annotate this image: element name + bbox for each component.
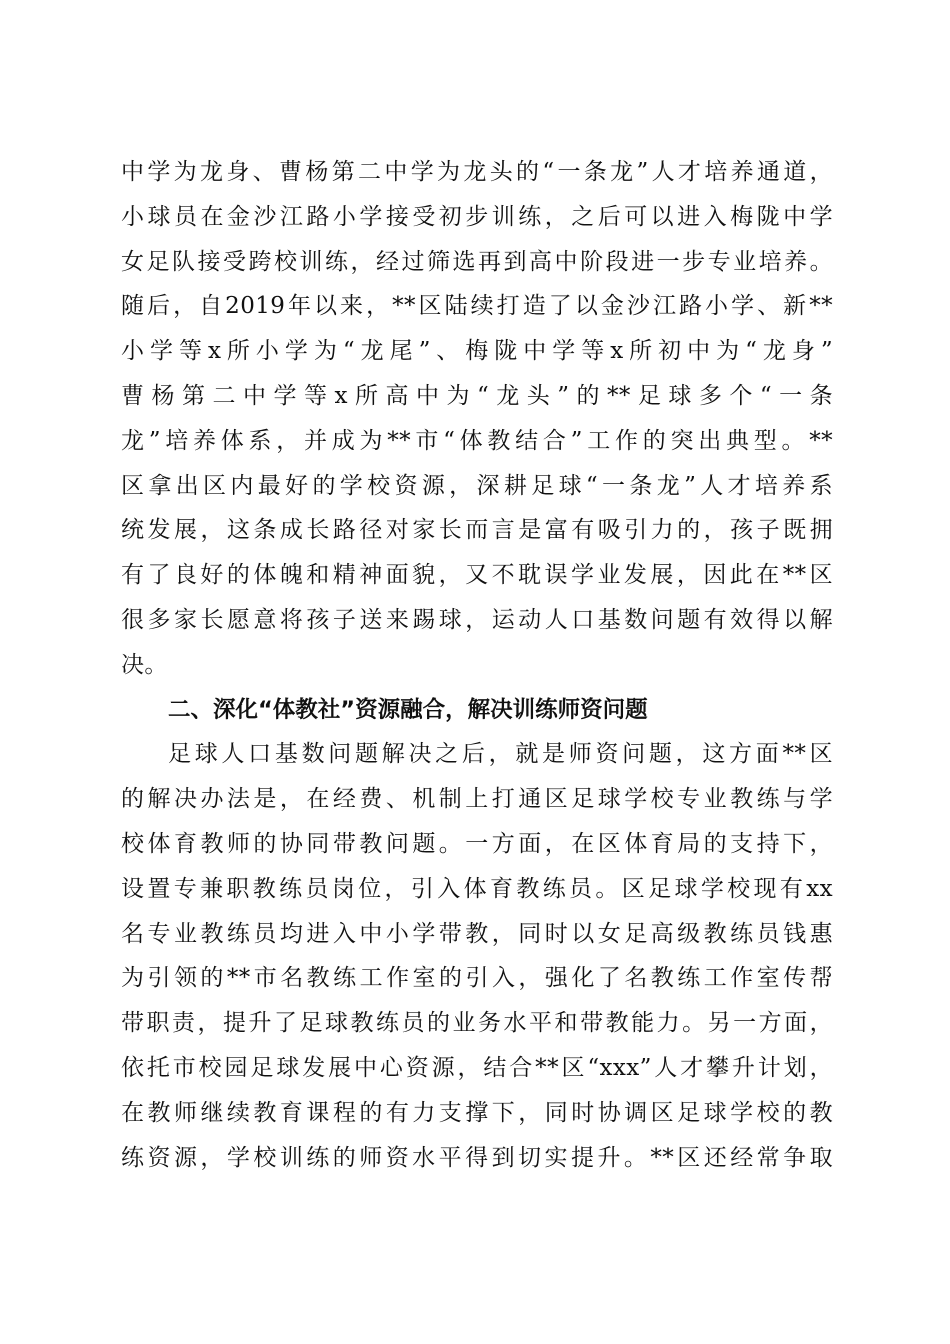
text-line-first: 足球人口基数问题解决之后，就是师资问题，这方面**区 xyxy=(168,741,833,768)
text-line: 的解决办法是，在经费、机制上打通区足球学校专业教练与学 xyxy=(121,786,833,813)
text-line: 女足队接受跨校训练，经过筛选再到高中阶段进一步专业培养。 xyxy=(121,248,833,275)
text-line: 很多家长愿意将孩子送来踢球，运动人口基数问题有效得以解 xyxy=(121,606,833,633)
section-heading: 二、深化“体教社”资源融合，解决训练师资问题 xyxy=(168,696,648,723)
text-line: 统发展，这条成长路径对家长而言是富有吸引力的，孩子既拥 xyxy=(121,517,833,544)
text-line: 校体育教师的协同带教问题。一方面，在区体育局的支持下， xyxy=(121,830,833,857)
text-line: 练资源，学校训练的师资水平得到切实提升。**区还经常争取 xyxy=(121,1144,833,1171)
text-line: 曹杨第二中学等x所高中为“龙头”的**足球多个“一条 xyxy=(121,382,833,409)
text-line: 小球员在金沙江路小学接受初步训练，之后可以进入梅陇中学 xyxy=(121,203,833,230)
text-line-last: 决。 xyxy=(121,651,168,678)
text-line: 依托市校园足球发展中心资源，结合**区“xxx”人才攀升计划， xyxy=(121,1054,833,1081)
text-line: 有了良好的体魄和精神面貌，又不耽误学业发展，因此在**区 xyxy=(121,562,833,589)
text-line: 中学为龙身、曹杨第二中学为龙头的“一条龙”人才培养通道， xyxy=(121,159,833,185)
text-line: 小学等x所小学为“龙尾”、梅陇中学等x所初中为“龙身” xyxy=(121,338,833,365)
text-line: 设置专兼职教练员岗位，引入体育教练员。区足球学校现有xx xyxy=(121,875,833,902)
text-line: 随后，自2019年以来，**区陆续打造了以金沙江路小学、新** xyxy=(121,293,833,320)
text-line: 带职责，提升了足球教练员的业务水平和带教能力。另一方面， xyxy=(121,1010,833,1037)
text-line: 为引领的**市名教练工作室的引入，强化了名教练工作室传帮 xyxy=(121,965,833,992)
text-line: 区拿出区内最好的学校资源，深耕足球“一条龙”人才培养系 xyxy=(121,472,833,499)
text-line: 龙”培养体系，并成为**市“体教结合”工作的突出典型。** xyxy=(121,427,833,454)
text-line: 名专业教练员均进入中小学带教，同时以女足高级教练员钱惠 xyxy=(121,920,833,947)
text-line: 在教师继续教育课程的有力支撑下，同时协调区足球学校的教 xyxy=(121,1099,833,1126)
document-body xyxy=(121,150,833,1180)
